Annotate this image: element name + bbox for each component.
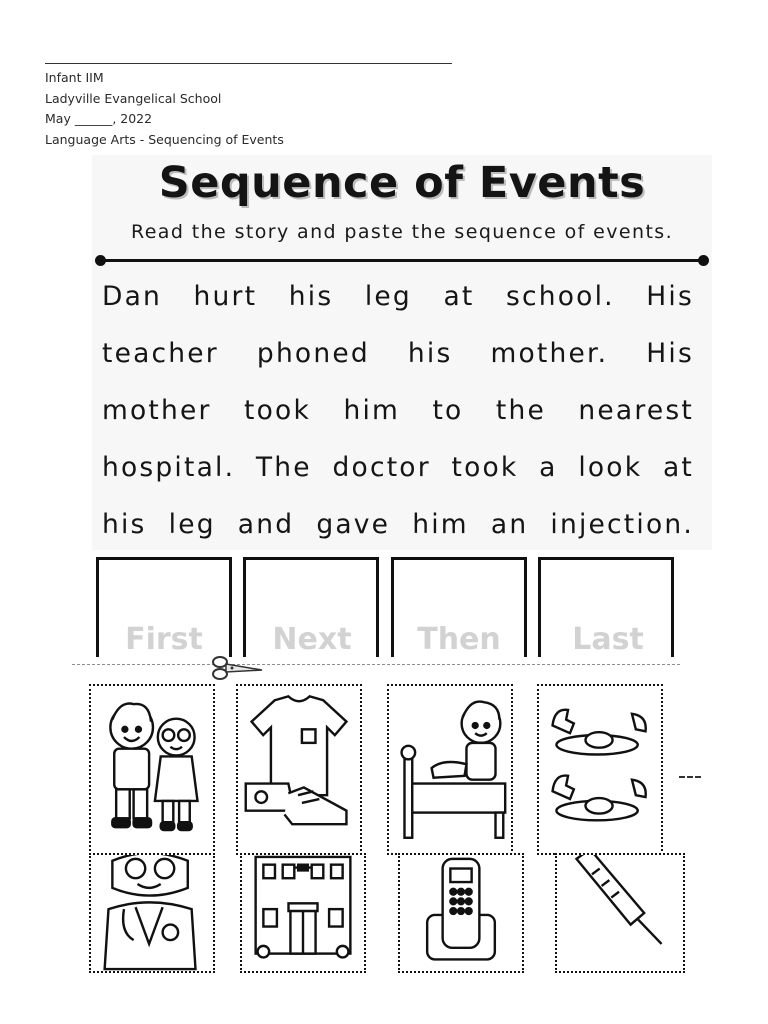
- story-line: teacher phoned his mother. His: [102, 338, 694, 369]
- class-name: Infant IIM: [45, 70, 104, 85]
- story-line: mother took him to the nearest: [102, 395, 694, 426]
- slot-label-then: Then: [417, 622, 501, 657]
- hospital-icon: [242, 855, 364, 971]
- clothes-shoes-icon: [238, 686, 360, 853]
- card-boy-bed[interactable]: [387, 684, 513, 855]
- card-clothes[interactable]: [236, 684, 362, 855]
- doctor-icon: [91, 855, 213, 971]
- worksheet-instruction: Read the story and paste the sequence of events.: [130, 221, 674, 243]
- card-telephone[interactable]: [398, 853, 524, 973]
- card-eggs[interactable]: [537, 684, 663, 855]
- slot-label-last: Last: [572, 622, 644, 657]
- date-line: May ______, 2022: [45, 111, 153, 126]
- scissors-icon: [210, 654, 266, 682]
- story-line: hospital. The doctor took a look at: [102, 452, 694, 483]
- story-line: his leg and gave him an injection.: [102, 509, 694, 540]
- slot-label-next: Next: [272, 622, 352, 657]
- card-doctor[interactable]: [89, 853, 215, 973]
- card-syringe[interactable]: [555, 853, 685, 973]
- subject-line: Language Arts - Sequencing of Events: [45, 131, 284, 147]
- rule-dot-left: [95, 255, 106, 266]
- children-icon: [91, 686, 213, 853]
- card-children[interactable]: [89, 684, 215, 855]
- cut-mark: [679, 776, 701, 778]
- name-line: [45, 63, 452, 64]
- slot-label-first: First: [125, 622, 203, 657]
- telephone-icon: [400, 855, 522, 971]
- cut-line: [72, 664, 680, 665]
- boy-in-bed-icon: [389, 686, 511, 853]
- story-line: Dan hurt his leg at school. His: [102, 281, 694, 312]
- header-info: [45, 68, 284, 150]
- title-rule: [100, 259, 704, 262]
- story-text: [102, 268, 694, 553]
- school-name: Ladyville Evangelical School: [45, 90, 222, 106]
- rule-dot-right: [698, 255, 709, 266]
- worksheet-title: Sequence of Events: [158, 158, 646, 208]
- cracked-eggs-icon: [539, 686, 661, 853]
- syringe-icon: [557, 855, 683, 971]
- card-hospital[interactable]: [240, 853, 366, 973]
